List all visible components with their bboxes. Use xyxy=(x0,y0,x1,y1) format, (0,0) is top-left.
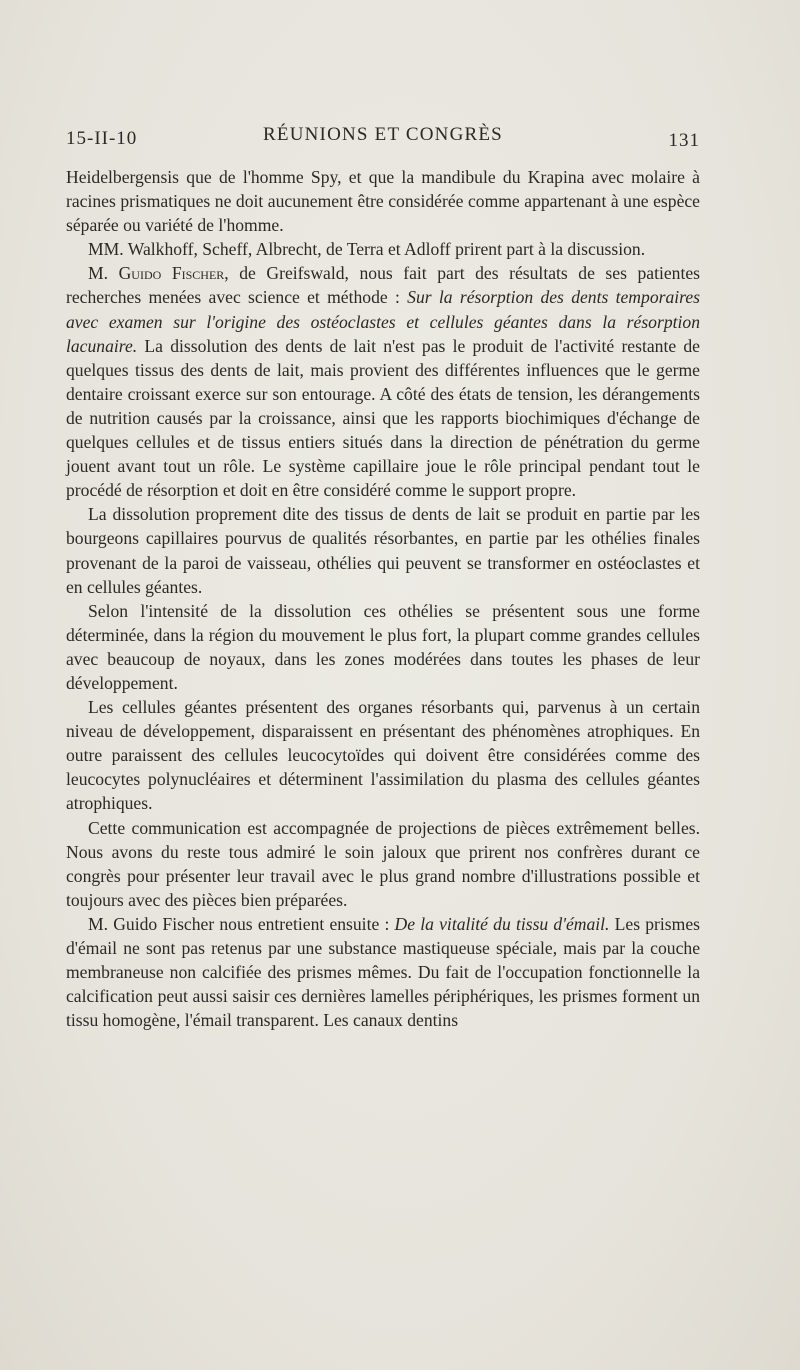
header-title: RÉUNIONS ET CONGRÈS xyxy=(263,124,503,145)
running-header xyxy=(66,124,700,154)
paragraph-8 xyxy=(66,912,700,1032)
paragraph-3-rest: La dissolution des dents de lait n'est pas le produit de l'activité restante de quelques tissus des dents de lait, mais provient des différentes influences que le germe dentaire croissant exerce sur son entourage. A côté des états de tension, les dérangements de nutrition causés par la croissance, ainsi que les rapports biochimiques d'échange de quelques cellules et de tissus entiers situés dans la direction de pénétration du germe jouent avant tout un rôle. Le système capillaire joue le rôle principal pendant tout le procédé de résorption et doit en être considéré comme le support propre. xyxy=(66,335,700,501)
paragraph-8-rest: Les prismes d'émail ne sont pas retenus par une substance mastiqueuse spéciale, mais par la couche membraneuse non calcifiée des prismes mêmes. Du fait de l'occupation fonctionnelle la calcification peut aussi saisir ces dernières lamelles périphériques, les prismes forment un tissu homogène, l'émail transparent. Les canaux dentins xyxy=(66,913,700,1031)
header-date: 15-II-10 xyxy=(66,128,138,149)
communication-title-1: Sur la résorption des dents temporaires avec examen sur l'origine des ostéoclastes et cellules géantes dans la résorption lacunaire. xyxy=(66,287,700,356)
paragraph-3-intro: , de Greifswald, nous fait part des résultats de ses patientes recherches menées avec science et méthode : xyxy=(66,263,701,308)
author-name: Guido Fischer xyxy=(118,263,225,284)
paragraph-3 xyxy=(66,261,700,502)
paragraph-1: Heidelbergensis que de l'homme Spy, et que la mandibule du Krapina avec molaire à racines prismatiques ne doit aucunement être considérée comme appartenant à une espèce séparée ou variété de l'homme. xyxy=(66,167,700,236)
paragraph-4: La dissolution proprement dite des tissus de dents de lait se produit en partie par les bourgeons capillaires pourvus de qualités résorbantes, en partie par les othélies finales provenant de la paroi de vaisseau, othélies qui peuvent se transformer en ostéoclastes et en cellules géantes. xyxy=(66,504,700,597)
paragraph-7: Cette communication est accompagnée de projections de pièces extrêmement belles. Nous avons du reste tous admiré le soin jaloux que prirent nos confrères durant ce congrès pour présenter leur travail avec le plus grand nombre d'illustrations possible et toujours avec des pièces bien préparées. xyxy=(66,817,700,910)
body-text xyxy=(66,165,700,1032)
paragraph-2: MM. Walkhoff, Scheff, Albrecht, de Terra et Adloff prirent part à la discussion. xyxy=(88,239,646,260)
paragraph-6: Les cellules géantes présentent des organes résorbants qui, parvenus à un certain niveau de développement, disparaissent en présentant des phénomènes atrophiques. En outre paraissent des cellules leucocytoïdes qui doivent être considérées comme des leucocytes polynucléaires et déterminent l'assimilation du plasma des cellules géantes atrophiques. xyxy=(66,697,700,814)
page-number: 131 xyxy=(668,130,700,151)
paragraph-3-prefix: M. xyxy=(88,263,119,284)
paragraph-5: Selon l'intensité de la dissolution ces othélies se présentent sous une forme déterminée, dans la région du mouvement le plus fort, la plupart comme grandes cellules avec beaucoup de noyaux, dans les zones modérées dans toutes les phases de leur développement. xyxy=(66,600,700,693)
communication-title-2: De la vitalité du tissu d'émail. xyxy=(394,913,610,934)
paragraph-8-intro: M. Guido Fischer nous entretient ensuite : xyxy=(88,913,395,934)
